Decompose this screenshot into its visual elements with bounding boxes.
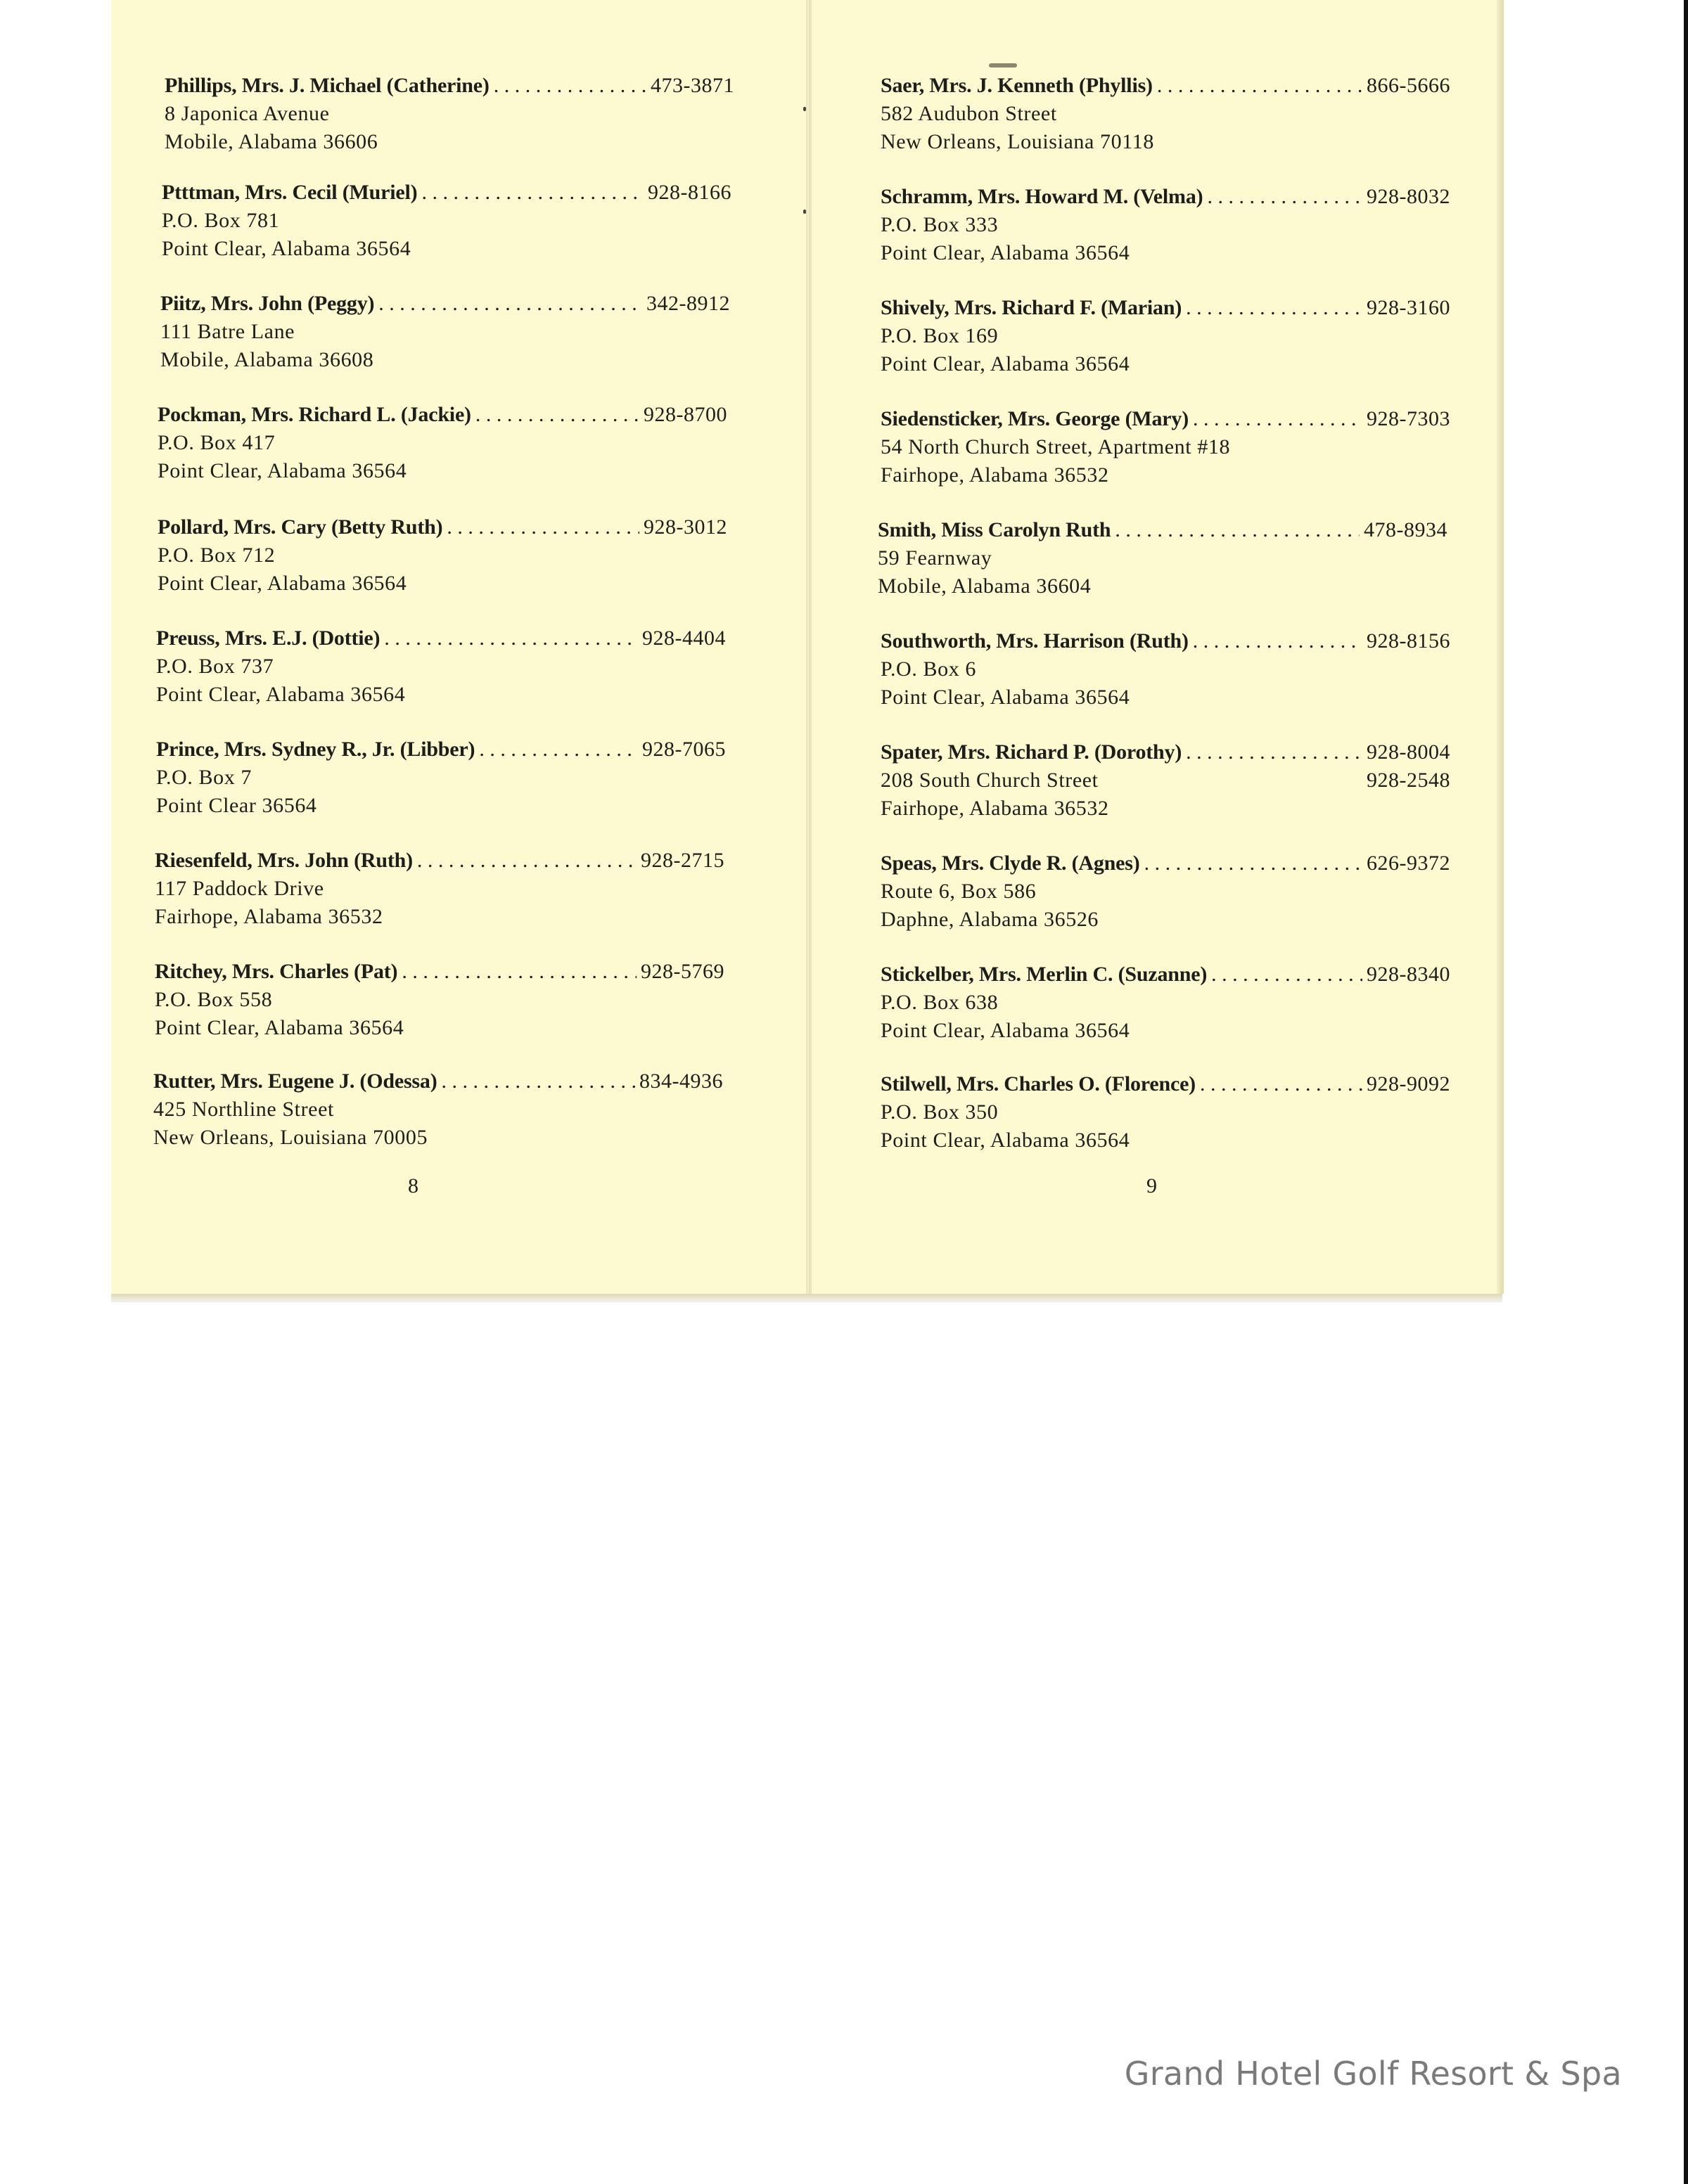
entry-address-line1: P.O. Box 6 bbox=[881, 657, 977, 681]
leader-dots bbox=[1186, 738, 1362, 766]
entry-name: Phillips, Mrs. J. Michael (Catherine) bbox=[165, 74, 490, 97]
entry-address-line2: New Orleans, Louisiana 70118 bbox=[881, 130, 1154, 153]
directory-entry bbox=[162, 179, 731, 263]
entry-name: Saer, Mrs. J. Kenneth (Phyllis) bbox=[881, 74, 1153, 97]
leader-dots bbox=[475, 401, 639, 429]
entry-address-line2: New Orleans, Louisiana 70005 bbox=[153, 1126, 428, 1149]
entry-address-line2: Point Clear, Alabama 36564 bbox=[158, 572, 407, 595]
entry-name: Ptttman, Mrs. Cecil (Muriel) bbox=[162, 181, 418, 204]
leader-dots bbox=[1200, 1070, 1362, 1098]
entry-address-line1: 425 Northline Street bbox=[153, 1098, 334, 1121]
entry-phone: 928-3160 bbox=[1367, 296, 1450, 319]
entry-phone: 866-5666 bbox=[1367, 74, 1450, 97]
entry-address-line1: P.O. Box 737 bbox=[156, 655, 274, 678]
entry-address-line1: 111 Batre Lane bbox=[160, 320, 295, 343]
page-edge bbox=[1497, 0, 1504, 1294]
entry-address-line2: Point Clear, Alabama 36564 bbox=[155, 1016, 404, 1039]
entry-name: Ritchey, Mrs. Charles (Pat) bbox=[155, 960, 398, 983]
entry-address-line1: P.O. Box 638 bbox=[881, 991, 999, 1014]
leader-dots bbox=[494, 72, 646, 100]
entry-phone: 928-8166 bbox=[648, 181, 731, 204]
entry-name: Rutter, Mrs. Eugene J. (Odessa) bbox=[153, 1069, 437, 1093]
entry-name: Speas, Mrs. Clyde R. (Agnes) bbox=[881, 852, 1140, 875]
leader-dots bbox=[1157, 72, 1362, 100]
entry-phone: 928-3012 bbox=[644, 515, 727, 539]
entry-name: Riesenfeld, Mrs. John (Ruth) bbox=[155, 849, 413, 872]
entry-name: Prince, Mrs. Sydney R., Jr. (Libber) bbox=[156, 738, 475, 761]
directory-entry bbox=[881, 738, 1450, 823]
directory-entry bbox=[158, 401, 727, 485]
entry-address-line2: Point Clear, Alabama 36564 bbox=[158, 459, 407, 482]
entry-name: Stickelber, Mrs. Merlin C. (Suzanne) bbox=[881, 963, 1208, 986]
entry-address-line2: Point Clear, Alabama 36564 bbox=[162, 237, 411, 260]
leader-dots bbox=[1193, 627, 1362, 655]
directory-entry bbox=[156, 624, 726, 709]
entry-alt-phone: 928-2548 bbox=[1367, 769, 1450, 792]
leader-dots bbox=[442, 1067, 636, 1096]
entry-phone: 928-7303 bbox=[1367, 407, 1450, 430]
entry-name: Smith, Miss Carolyn Ruth bbox=[878, 518, 1111, 541]
entry-address-line1: P.O. Box 7 bbox=[156, 766, 252, 789]
leader-dots bbox=[479, 736, 638, 764]
entry-address-line1 bbox=[881, 766, 1450, 795]
page-left bbox=[111, 0, 809, 1294]
entry-address-line1: P.O. Box 558 bbox=[155, 988, 273, 1011]
entry-address-line2: Mobile, Alabama 36608 bbox=[160, 348, 374, 371]
directory-entry bbox=[160, 290, 730, 374]
leader-dots bbox=[378, 290, 642, 318]
directory-entry bbox=[881, 294, 1450, 378]
leader-dots bbox=[1211, 961, 1362, 989]
directory-entry bbox=[155, 847, 724, 931]
entry-address-line2: Fairhope, Alabama 36532 bbox=[881, 797, 1109, 820]
entry-address-line1: P.O. Box 781 bbox=[162, 209, 280, 232]
leader-dots bbox=[1186, 294, 1362, 322]
directory-entry bbox=[881, 72, 1450, 156]
entry-address-line2: Mobile, Alabama 36604 bbox=[878, 574, 1092, 598]
entry-phone: 834-4936 bbox=[639, 1069, 723, 1093]
entry-name: Pollard, Mrs. Cary (Betty Ruth) bbox=[158, 515, 443, 539]
entry-address-line2: Mobile, Alabama 36606 bbox=[165, 130, 378, 153]
entry-name: Siedensticker, Mrs. George (Mary) bbox=[881, 407, 1189, 430]
directory-entry bbox=[881, 961, 1450, 1045]
leader-dots bbox=[447, 513, 639, 541]
entry-address-line1: P.O. Box 712 bbox=[158, 544, 276, 567]
leader-dots bbox=[1193, 405, 1362, 433]
entry-phone: 928-4404 bbox=[642, 627, 726, 650]
entry-address-line2: Fairhope, Alabama 36532 bbox=[881, 463, 1109, 487]
entry-address-line2: Point Clear, Alabama 36564 bbox=[881, 241, 1130, 264]
leader-dots bbox=[1115, 516, 1360, 544]
entry-address-line1: P.O. Box 350 bbox=[881, 1100, 999, 1124]
entry-name: Spater, Mrs. Richard P. (Dorothy) bbox=[881, 740, 1182, 764]
entry-address-line1: 54 North Church Street, Apartment #18 bbox=[881, 435, 1231, 458]
entry-name: Piitz, Mrs. John (Peggy) bbox=[160, 292, 375, 315]
leader-dots bbox=[1144, 849, 1362, 878]
scan-edge-line bbox=[1684, 0, 1688, 2184]
entry-phone: 478-8934 bbox=[1364, 518, 1447, 541]
entry-phone: 928-8700 bbox=[644, 403, 727, 426]
page-number: 9 bbox=[1146, 1174, 1157, 1197]
page-bottom-edge bbox=[111, 1294, 1502, 1301]
entry-address-line1: 582 Audubon Street bbox=[881, 102, 1057, 125]
leader-dots bbox=[421, 179, 644, 207]
leader-dots bbox=[1207, 183, 1362, 211]
entry-address-line2: Fairhope, Alabama 36532 bbox=[155, 905, 383, 928]
directory-entry bbox=[881, 1070, 1450, 1155]
entry-phone: 928-9092 bbox=[1367, 1072, 1450, 1096]
entry-name: Schramm, Mrs. Howard M. (Velma) bbox=[881, 185, 1203, 208]
directory-entry bbox=[881, 405, 1450, 489]
entry-address-street: 208 South Church Street bbox=[881, 769, 1099, 792]
footer-caption: Grand Hotel Golf Resort & Spa bbox=[1124, 2055, 1622, 2093]
entry-phone: 626-9372 bbox=[1367, 852, 1450, 875]
entry-name: Pockman, Mrs. Richard L. (Jackie) bbox=[158, 403, 471, 426]
directory-entry bbox=[878, 516, 1447, 600]
entry-address-line2: Point Clear, Alabama 36564 bbox=[881, 686, 1130, 709]
directory-entry bbox=[881, 849, 1450, 934]
entry-address-line1: Route 6, Box 586 bbox=[881, 880, 1037, 903]
entry-phone: 342-8912 bbox=[646, 292, 730, 315]
entry-address-line2: Point Clear, Alabama 36564 bbox=[156, 683, 406, 706]
entry-address-line1: P.O. Box 169 bbox=[881, 324, 999, 347]
page-right bbox=[809, 0, 1504, 1294]
directory-entry bbox=[165, 72, 734, 156]
directory-entry bbox=[158, 513, 727, 598]
entry-phone: 928-8156 bbox=[1367, 629, 1450, 653]
entry-address-line1: 59 Fearnway bbox=[878, 546, 992, 570]
directory-booklet bbox=[111, 0, 1502, 1294]
entry-name: Stilwell, Mrs. Charles O. (Florence) bbox=[881, 1072, 1196, 1096]
leader-dots bbox=[402, 958, 637, 986]
directory-entry bbox=[156, 736, 726, 820]
entry-address-line1: P.O. Box 417 bbox=[158, 431, 276, 454]
leader-dots bbox=[417, 847, 637, 875]
entry-name: Preuss, Mrs. E.J. (Dottie) bbox=[156, 627, 381, 650]
entry-phone: 928-8004 bbox=[1367, 740, 1450, 764]
entry-name: Southworth, Mrs. Harrison (Ruth) bbox=[881, 629, 1189, 653]
entry-address-line2: Point Clear, Alabama 36564 bbox=[881, 1019, 1130, 1042]
entry-name: Shively, Mrs. Richard F. (Marian) bbox=[881, 296, 1182, 319]
entry-phone: 928-5769 bbox=[641, 960, 724, 983]
directory-entry bbox=[881, 627, 1450, 712]
entry-phone: 928-2715 bbox=[641, 849, 724, 872]
directory-entry bbox=[155, 958, 724, 1042]
entry-phone: 928-8340 bbox=[1367, 963, 1450, 986]
entry-address-line2: Point Clear, Alabama 36564 bbox=[881, 352, 1130, 375]
entry-phone: 928-8032 bbox=[1367, 185, 1450, 208]
entry-address-line1: P.O. Box 333 bbox=[881, 213, 999, 236]
directory-entry bbox=[881, 183, 1450, 267]
directory-entry bbox=[153, 1067, 723, 1152]
entry-address-line1: 8 Japonica Avenue bbox=[165, 102, 330, 125]
entry-phone: 928-7065 bbox=[642, 738, 726, 761]
entry-address-line1: 117 Paddock Drive bbox=[155, 877, 324, 900]
leader-dots bbox=[384, 624, 638, 653]
entry-phone: 473-3871 bbox=[651, 74, 734, 97]
entry-address-line2: Point Clear 36564 bbox=[156, 794, 317, 817]
entry-address-line2: Point Clear, Alabama 36564 bbox=[881, 1129, 1130, 1152]
entry-address-line2: Daphne, Alabama 36526 bbox=[881, 908, 1099, 931]
page-number: 8 bbox=[408, 1174, 418, 1197]
